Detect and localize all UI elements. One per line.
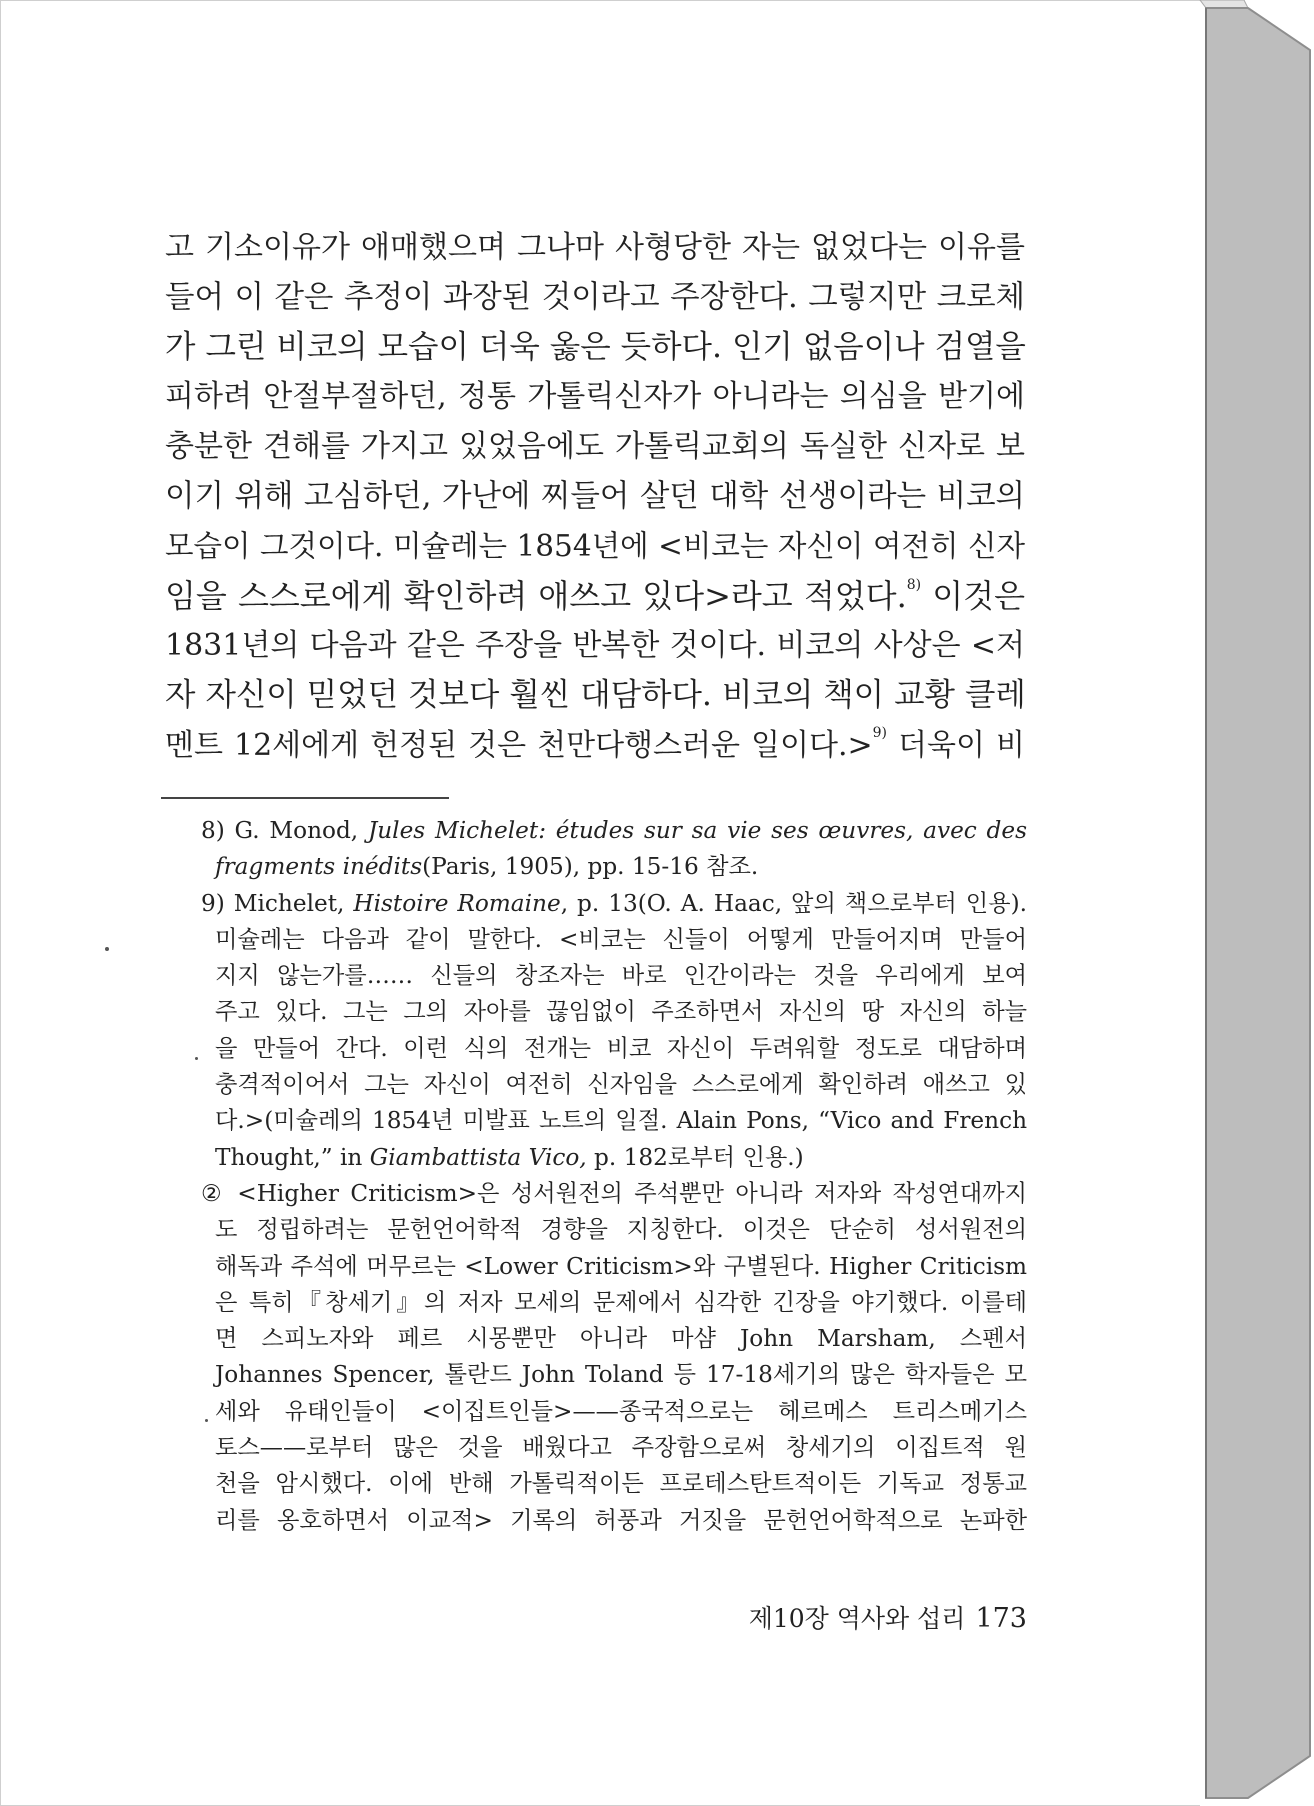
body-line: 1831년의 다음과 같은 주장을 반복한 것이다. 비코의 사상은 <저 bbox=[165, 628, 1025, 664]
footnote-8-pages: (Paris, 1905), pp. 15-16 참조. bbox=[422, 853, 759, 881]
body-line: 고 기소이유가 애매했으며 그나마 사형당한 자는 없었다는 이유를 bbox=[165, 230, 1025, 265]
editor-note-2-line: 토스——로부터 많은 것을 배웠다고 주장함으로써 창세기의 이집트적 원 bbox=[215, 1434, 1027, 1462]
running-footer bbox=[717, 1599, 1027, 1635]
footnote-separator-rule bbox=[161, 797, 449, 799]
scan-speck bbox=[205, 1419, 208, 1422]
page-number: 173 bbox=[975, 1603, 1027, 1634]
body-line-with-footnote-8 bbox=[165, 572, 1025, 622]
editor-note-2-line: 리를 옹호하면서 이교적> 기록의 허풍과 거짓을 문헌언어학적으로 논파한 bbox=[215, 1506, 1027, 1534]
chapter-title: 제10장 역사와 섭리 bbox=[748, 1604, 966, 1633]
main-body-text bbox=[165, 223, 1025, 771]
editor-note-2-line: 세와 유태인들이 <이집트인들>——종국적으로는 헤르메스 트리스메기스 bbox=[215, 1397, 1027, 1425]
editor-note-2-line: 해독과 주석에 머무르는 <Lower Criticism>와 구별된다. Higher Criticism bbox=[215, 1252, 1027, 1280]
footnote-9-book-title: Giambattista Vico, bbox=[369, 1143, 587, 1171]
body-line: 가 그린 비코의 모습이 더욱 옳은 듯하다. 인기 없음이나 검열을 bbox=[165, 328, 1026, 365]
footnote-9-line bbox=[201, 1140, 1027, 1176]
footnote-9-text: p. 182로부터 인용.) bbox=[586, 1143, 804, 1171]
footnote-9-line bbox=[201, 886, 1027, 922]
body-line-tail: 이것은 bbox=[921, 576, 1025, 615]
footnote-8-line bbox=[201, 813, 1027, 849]
body-line: 모습이 그것이다. 미슐레는 1854년에 <비코는 자신이 여전히 신자 bbox=[165, 528, 1025, 563]
editor-note-2-line: 천을 암시했다. 이에 반해 가톨릭적이든 프로테스탄트적이든 기독교 정통교 bbox=[215, 1470, 1027, 1498]
footnote-9-line: 충격적이어서 그는 자신이 여전히 신자임을 스스로에게 확인하려 애쓰고 있 bbox=[215, 1071, 1027, 1099]
footnotes bbox=[201, 813, 1027, 1539]
footnote-8-author: 8) G. Monod, bbox=[201, 817, 368, 844]
footnote-9-line: 주고 있다. 그는 그의 자아를 끊임없이 주조하면서 자신의 땅 자신의 하늘 bbox=[215, 998, 1027, 1026]
footnote-9-title: Histoire Romaine bbox=[353, 889, 561, 917]
body-line: 이기 위해 고심하던, 가난에 찌들어 살던 대학 선생이라는 비코의 bbox=[165, 478, 1025, 514]
footnote-9-line: 다.>(미슐레의 1854년 미발표 노트의 일절. Alain Pons, “Vico and French bbox=[215, 1107, 1027, 1135]
book-spine-edge bbox=[1196, 0, 1314, 1806]
footnote-9-line: 지지 않는가를…… 신들의 창조자는 바로 인간이라는 것을 우리에게 보여 bbox=[215, 962, 1027, 990]
editor-note-2-line: 은 특히『창세기』의 저자 모세의 문제에서 심각한 긴장을 야기했다. 이를테 bbox=[215, 1288, 1027, 1316]
body-line-text: 임을 스스로에게 확인하려 애쓰고 있다>라고 적었다. bbox=[165, 576, 907, 615]
body-line: 피하려 안절부절하던, 정통 가톨릭신자가 아니라는 의심을 받기에 bbox=[165, 379, 1025, 415]
footnote-ref-8: 8) bbox=[906, 576, 922, 593]
footnote-ref-9: 9) bbox=[872, 724, 887, 741]
body-line: 들어 이 같은 추정이 과장된 것이라고 주장한다. 그렇지만 크로체 bbox=[165, 279, 1025, 315]
editor-note-2-line: Johannes Spencer, 톨란드 John Toland 등 17-18세기의 많은 학자들은 모 bbox=[215, 1361, 1027, 1389]
footnote-8-title-cont: fragments inédits bbox=[215, 853, 423, 881]
body-line: 자 자신이 믿었던 것보다 훨씬 대담하다. 비코의 책이 교황 클레 bbox=[165, 677, 1026, 714]
editor-note-2-line: 면 스피노자와 페르 시몽뿐만 아니라 마샴 John Marsham, 스펜서 bbox=[215, 1325, 1027, 1353]
footnote-9-ref: , p. 13(O. A. Haac, 앞의 책으로부터 인용). bbox=[560, 889, 1027, 917]
body-line-tail: 더욱이 비 bbox=[887, 727, 1025, 763]
editor-note-2-line: ② <Higher Criticism>은 성서원전의 주석뿐만 아니라 저자와 작성연대까지 bbox=[201, 1179, 1027, 1207]
scan-speck bbox=[195, 1057, 198, 1060]
footnote-9-text: Thought,” in bbox=[215, 1143, 370, 1171]
body-line: 충분한 견해를 가지고 있었음에도 가톨릭교회의 독실한 신자로 보 bbox=[165, 429, 1025, 465]
footnote-9-line: 을 만들어 간다. 이런 식의 전개는 비코 자신이 두려워할 정도로 대담하며 bbox=[215, 1034, 1027, 1062]
body-line-with-footnote-9 bbox=[165, 721, 1025, 771]
footnote-8-line bbox=[201, 849, 1027, 885]
scan-speck bbox=[105, 947, 109, 951]
editor-note-2-line: 도 정립하려는 문헌언어학적 경향을 지칭한다. 이것은 단순히 성서원전의 bbox=[215, 1216, 1027, 1244]
footnote-9-line: 미슐레는 다음과 같이 말한다. <비코는 신들이 어떻게 만들어지며 만들어 bbox=[215, 925, 1027, 953]
footnote-8-title: Jules Michelet: études sur sa vie ses œuvres, avec des bbox=[367, 817, 1027, 844]
footnote-9-author: 9) Michelet, bbox=[201, 889, 354, 917]
book-thickness-shape bbox=[1196, 0, 1314, 1806]
body-line-text: 멘트 12세에게 헌정된 것은 천만다행스러운 일이다.> bbox=[165, 727, 873, 763]
